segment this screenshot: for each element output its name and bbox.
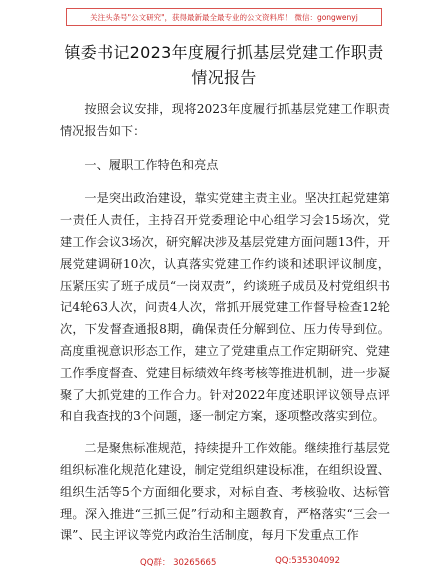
intro-paragraph: 按照会议安排，现将2023年度履行抓基层党建工作职责情况报告如下：	[60, 102, 390, 138]
document-body	[60, 99, 390, 547]
paragraph-1: 一是突出政治建设，靠实党建主责主业。坚决扛起党建第一责任人责任，主持召开党委理论中心组学习会15场次，党建工作会议3场次，研究解决涉及基层党建方面问题13件，开展党建调研10次，认真落实党建工作约谈和述职评议制度，压紧压实了班子成员“一岗双责”，约谈班子成员及村党组织书记4轮63人次，问责4人次，常抓开展党建工作督导检查12轮次，下发督查通报8期，确保责任分解到位、压力传导到位。高度重视意识形态工作，建立了党建重点工作定期研究、党建工作季度督查、党建目标绩效年终考核等推进机制，进一步凝聚了大抓党建的工作合力。针对2022年度述职评议领导点评和自我查找的3个问题，逐一制定方案，逐项整改落实到位。	[60, 191, 390, 424]
section-heading: 一、履职工作特色和亮点	[84, 157, 219, 172]
header-banner	[66, 8, 382, 26]
document-title: 镇委书记2023年度履行抓基层党建工作职责情况报告	[64, 43, 384, 87]
footer-contact	[140, 556, 340, 568]
paragraph-2: 二是聚焦标准规范，持续提升工作效能。继续推行基层党组织标准化规范化建设，制定党组织建设标准，在组织设置、组织生活等5个方面细化要求，对标自查、考核验收、达标管理。深入推进“三抓三促”行动和主题教育，严格落实“三会一课”、民主评议等党内政治生活制度，每月下发重点工作	[60, 441, 390, 543]
footer-qq-group: QQ群： 30265665	[140, 558, 217, 568]
header-banner-text: 关注头条号"公文研究"，获得最新最全最专业的公文资料库！ 微信：gongwenyj	[90, 12, 358, 22]
footer-qq-number: QQ:535304092	[275, 556, 340, 566]
